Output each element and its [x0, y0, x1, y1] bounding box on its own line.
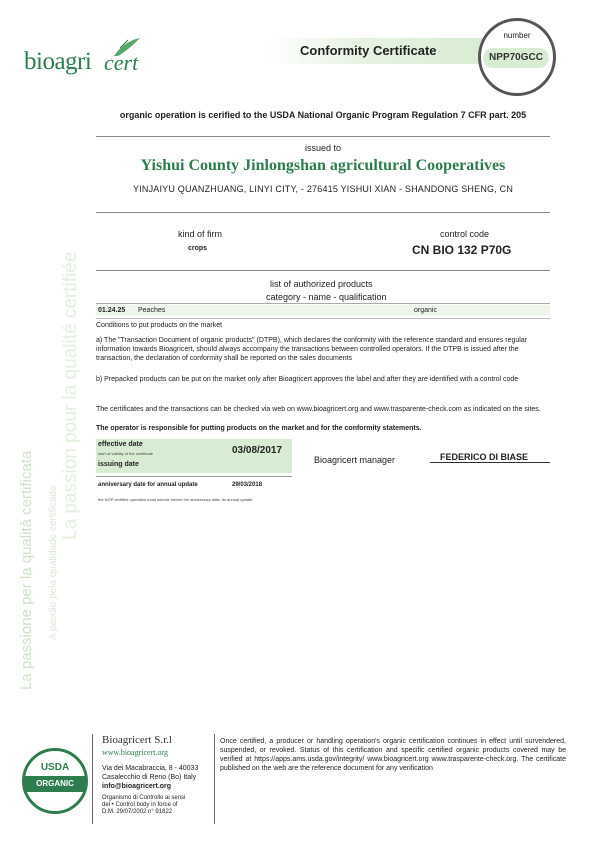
reg-line-3: D.M. 29/07/2002 n° 91822 — [102, 809, 173, 815]
control-code-value: CN BIO 132 P70G — [412, 243, 512, 257]
effective-date-label: effective date — [98, 441, 143, 448]
condition-b: b) Prepacked products can be put on the market only after Bioagricert approves the label and after they are identified with a control code — [96, 376, 519, 383]
control-code-label: control code — [440, 229, 490, 239]
conditions-title: Conditions to put products on the market — [96, 322, 223, 329]
footer-website: www.bioagricert.org — [102, 748, 168, 757]
address-line-1: Via dei Macabraccia, 8 - 40033 — [102, 765, 199, 772]
watermark — [0, 0, 90, 700]
signature-line — [430, 462, 550, 463]
company-address: YINJAIYU QUANZHUANG, LINYI CITY, - 276415 YISHUI XIAN - SHANDONG SHENG, CN — [132, 184, 514, 194]
anniversary-label: anniversary date for annual update — [98, 482, 198, 488]
footer-divider — [92, 734, 93, 824]
product-qualification: organic — [414, 307, 437, 314]
products-title: list of authorized products — [270, 279, 373, 289]
check-statement: The certificates and the transactions can be checked via web on www.bioagricert.org and www.trasparente-check.com as indicated on the sites. — [96, 406, 541, 413]
products-subtitle: category - name - qualification — [266, 292, 387, 302]
reg-line-2: del • Control body in force of — [102, 802, 178, 808]
footer-divider — [214, 734, 215, 824]
leaf-icon — [112, 36, 142, 58]
firm-value: crops — [188, 245, 208, 252]
issuing-date-label: issuing date — [98, 461, 139, 468]
effective-date-value: 03/08/2017 — [232, 445, 283, 456]
divider — [96, 303, 550, 304]
divider — [96, 270, 550, 271]
divider — [96, 476, 292, 477]
logo-cert-text: cert — [104, 50, 139, 75]
usda-seal-top: USDA — [40, 762, 70, 773]
usda-seal-bottom: ORGANIC — [36, 779, 74, 788]
footer-email: info@bioagricert.org — [102, 783, 172, 790]
firm-label: kind of firm — [178, 229, 223, 239]
effective-date-note: start of validity of the certificate — [98, 451, 153, 456]
divider — [96, 212, 550, 213]
responsibility-statement: The operator is responsible for putting products on the market and for the conformity statements. — [96, 425, 422, 432]
certificate-number: NPP70GCC — [483, 48, 549, 68]
regulation-line: organic operation is cerified to the USDA National Organic Program Regulation 7 CFR part. 205 — [119, 110, 527, 120]
condition-a: a) The "Transaction Document of organic products" (DTPB), which declares the conformity with the reference standard and ensures regular information towards Bioagricert, should always accompany the transactions between controlled operators. If the DTPB is issued after the transaction, the declaration of conformity shall be reported on the sales documents — [96, 337, 528, 362]
company-name: Yishui County Jinlongshan agricultural Cooperatives — [140, 157, 506, 174]
reg-line-1: Organismo di Controllo ai sensi — [102, 795, 186, 801]
address-line-2: Casalecchio di Reno (Bo) Italy — [102, 774, 197, 781]
footer-notice: Once certified, a producer or handling operation's organic certification continues in effect until survendered, suspended, or revoked. Status of this certification and specific certified organic products covered may be verified at https://apps.ams.usda.gov/integrity/ www.bioagricert.org www.trasparente-check.org. The certificate published on the web are the reference document for any verification — [220, 738, 566, 772]
manager-name: FEDERICO DI BIASE — [440, 452, 529, 462]
footer-registration — [102, 795, 214, 816]
footer-company: Bioagricert S.r.l — [102, 734, 172, 746]
divider — [96, 136, 550, 137]
divider — [96, 318, 550, 319]
issued-to-label: issued to — [304, 143, 342, 153]
product-name: Peaches — [138, 307, 166, 314]
anniversary-value: 29/03/2018 — [232, 482, 263, 488]
nop-note: the NOP certified operation must submit, before the anniversary date, its annual update — [98, 497, 253, 502]
product-code: 01.24.25 — [98, 307, 126, 314]
footer-address — [102, 764, 214, 791]
watermark-line-2: A paixão pela qualidade certificada — [48, 485, 59, 640]
certificate-title: Conformity Certificate — [300, 43, 437, 58]
badge-label: number — [503, 31, 531, 40]
logo-text: bioagri — [24, 48, 92, 75]
watermark-line-3: La passion pour la qualité certifiée — [60, 251, 81, 540]
manager-label: Bioagricert manager — [314, 455, 396, 465]
watermark-line-1: La passione per la qualità certificata — [18, 450, 35, 690]
